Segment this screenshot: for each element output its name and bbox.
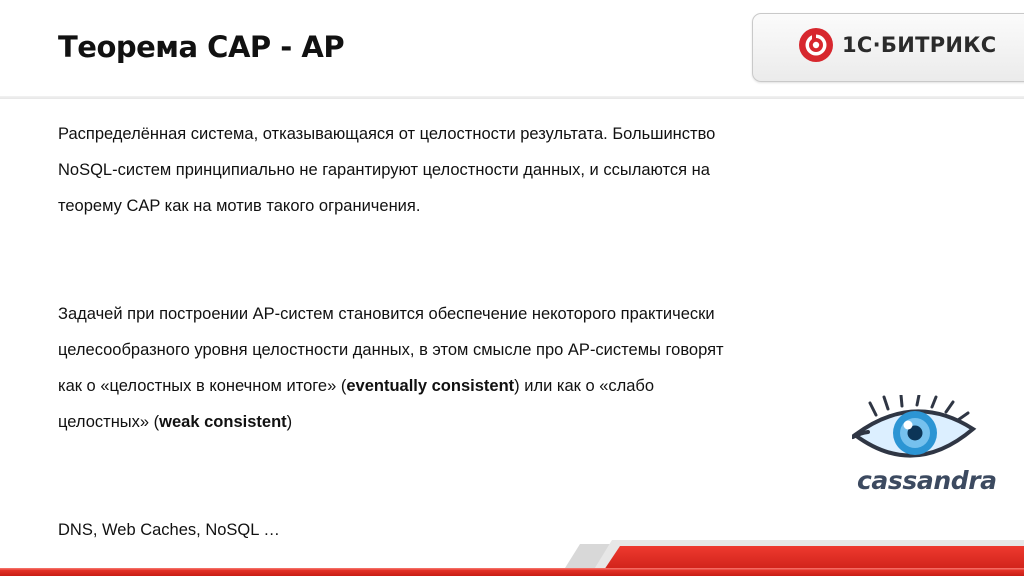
bitrix-logo-icon xyxy=(798,27,834,63)
paragraph-ap-systems xyxy=(58,296,738,440)
brand-logo-text: 1С·БИТРИКС xyxy=(842,33,997,57)
paragraph-examples-text: DNS, Web Caches, NoSQL … xyxy=(58,521,280,539)
ap-text-part2: ) или как о «слабо целостных» ( xyxy=(58,377,655,431)
cassandra-logo-text: cassandra xyxy=(857,466,997,495)
ap-text-part3: ) xyxy=(286,413,293,431)
header-divider xyxy=(0,96,1024,99)
cassandra-eye-icon xyxy=(852,395,978,473)
paragraph-ap-systems-text xyxy=(58,296,738,440)
paragraph-definition xyxy=(58,116,738,224)
slide-title: Теорема CAP - AP xyxy=(58,30,345,64)
weak-consistent-term: weak consistent xyxy=(159,413,287,431)
bottom-accent-bar xyxy=(0,540,1024,576)
ap-text-part1: Задачей при построении AP-систем становится обеспечение некоторого практически целесообразного уровня целостности данных, в этом смысле про AP-системы говорят как о «целостных в конечном итоге» ( xyxy=(58,305,724,395)
eventually-consistent-term: eventually consistent xyxy=(346,377,515,395)
paragraph-definition-text: Распределённая система, отказывающаяся от целостности результата. Большинство NoSQL-систем принципиально не гарантируют целостности данных, и ссылаются на теорему CAP как на мотив такого ограничения. xyxy=(58,125,716,215)
